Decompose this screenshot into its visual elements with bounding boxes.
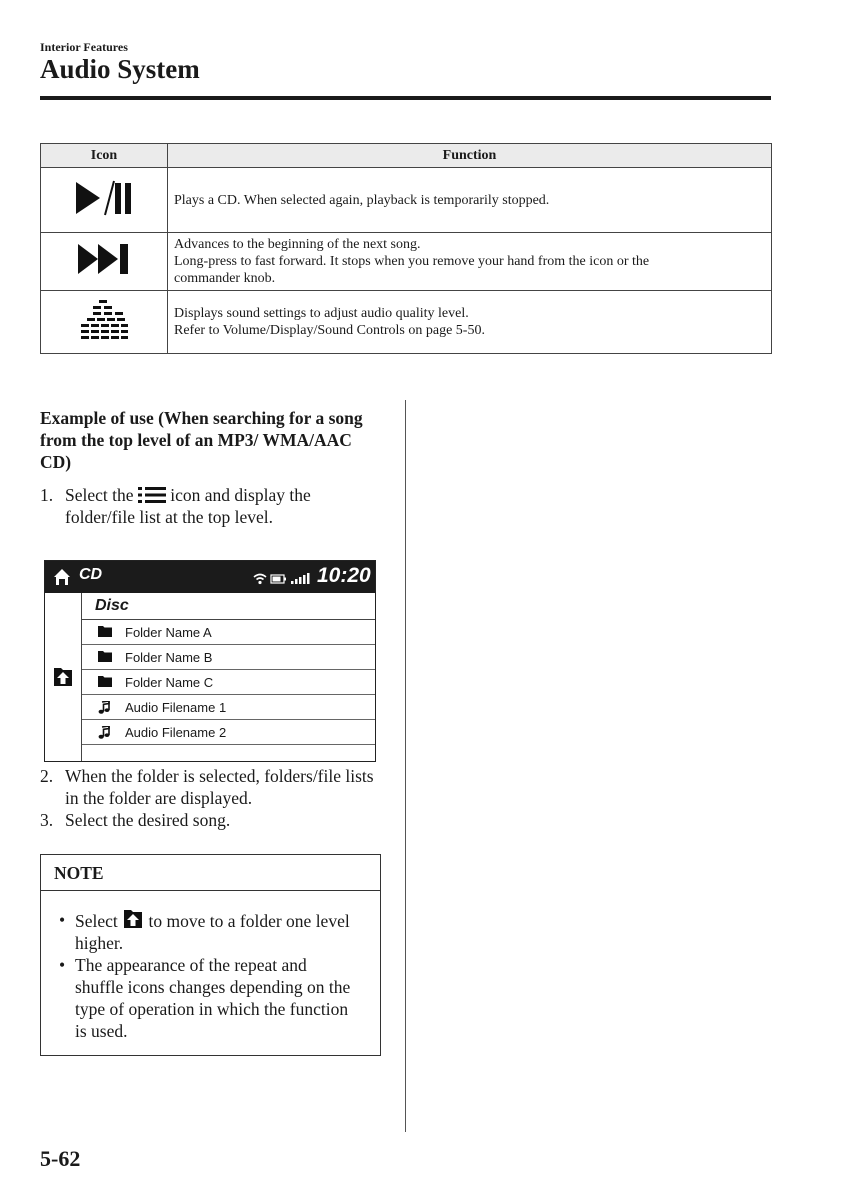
note-box bbox=[40, 854, 381, 1056]
screen-left-panel bbox=[45, 593, 82, 761]
step-text bbox=[40, 484, 385, 528]
icon-function-table bbox=[40, 143, 772, 354]
screen-clock: 10:20 bbox=[317, 564, 371, 587]
table-row bbox=[41, 168, 772, 233]
list-item-name: Folder Name B bbox=[125, 650, 213, 665]
home-icon[interactable] bbox=[53, 568, 71, 586]
table-row bbox=[41, 291, 772, 354]
function-text: commander knob. bbox=[174, 271, 276, 286]
screen-header bbox=[45, 561, 375, 593]
sound-settings-icon bbox=[79, 298, 129, 342]
note-item bbox=[55, 909, 355, 954]
bullet: • bbox=[59, 955, 66, 975]
signal-icon bbox=[291, 573, 310, 584]
disc-row bbox=[82, 593, 375, 620]
table-header-function: Function bbox=[168, 144, 772, 168]
battery-icon bbox=[271, 575, 286, 583]
function-text: Long-press to fast forward. It stops when you remove your hand from the icon or the bbox=[174, 254, 650, 269]
list-item[interactable] bbox=[82, 620, 375, 645]
icon-cell bbox=[41, 233, 168, 291]
note-list bbox=[41, 891, 380, 1042]
table-row bbox=[41, 233, 772, 291]
note-text: The appearance of the repeat and shuffle icons changes depending on the type of operation in which the function is used. bbox=[75, 955, 351, 1041]
step-text-after: icon and display the folder/file list at the top level. bbox=[65, 485, 311, 527]
step-text: When the folder is selected, folders/file lists in the folder are displayed. bbox=[65, 766, 374, 808]
step-1 bbox=[40, 484, 385, 528]
folder-icon bbox=[98, 651, 112, 662]
section-label: Interior Features bbox=[40, 40, 128, 54]
icon-cell bbox=[41, 291, 168, 354]
step-number: 2. bbox=[40, 766, 54, 786]
folder-icon bbox=[98, 676, 112, 687]
step-text: Select the desired song. bbox=[65, 810, 231, 830]
list-item-name: Folder Name C bbox=[125, 675, 214, 690]
wifi-icon bbox=[254, 575, 266, 580]
function-text: Refer to Volume/Display/Sound Controls on page 5-50. bbox=[174, 323, 485, 338]
title-rule bbox=[40, 96, 771, 100]
music-note-icon bbox=[98, 701, 110, 714]
note-item bbox=[55, 954, 355, 1042]
play-pause-icon bbox=[74, 180, 134, 216]
step-3 bbox=[40, 809, 385, 831]
list-item[interactable] bbox=[82, 645, 375, 670]
note-text-before: Select bbox=[75, 911, 118, 931]
music-note-icon bbox=[98, 726, 110, 739]
fast-forward-icon bbox=[76, 241, 132, 277]
step-number: 1. bbox=[40, 485, 54, 505]
icon-cell bbox=[41, 168, 168, 233]
list-item[interactable] bbox=[82, 670, 375, 695]
page-title: Audio System bbox=[40, 54, 200, 84]
disc-label: Disc bbox=[95, 597, 129, 614]
list-icon bbox=[138, 486, 166, 504]
folder-icon bbox=[98, 626, 112, 637]
function-cell bbox=[168, 291, 772, 354]
function-text: Displays sound settings to adjust audio quality level. bbox=[174, 306, 469, 321]
function-cell bbox=[168, 233, 772, 291]
screen-source: CD bbox=[79, 566, 103, 583]
function-text: Plays a CD. When selected again, playback is temporarily stopped. bbox=[174, 192, 550, 208]
list-item-name: Audio Filename 2 bbox=[125, 725, 227, 740]
status-icons bbox=[253, 573, 313, 585]
list-item-name: Audio Filename 1 bbox=[125, 700, 227, 715]
note-title: NOTE bbox=[41, 855, 380, 891]
list-item-name: Folder Name A bbox=[125, 625, 212, 640]
page-number: 5-62 bbox=[40, 1146, 81, 1171]
folder-up-icon bbox=[122, 909, 144, 929]
step-text-before: Select the bbox=[65, 485, 134, 505]
column-divider bbox=[405, 400, 406, 1132]
list-item[interactable] bbox=[82, 720, 375, 745]
function-cell bbox=[168, 168, 772, 233]
bullet: • bbox=[59, 910, 66, 930]
note-text-after: to move to a folder one level higher. bbox=[75, 911, 350, 953]
folder-up-icon[interactable] bbox=[53, 667, 73, 687]
table-header-icon: Icon bbox=[41, 144, 168, 168]
step-2 bbox=[40, 765, 385, 809]
list-item[interactable] bbox=[82, 695, 375, 720]
display-screen bbox=[44, 560, 376, 762]
step-number: 3. bbox=[40, 810, 54, 830]
function-text: Advances to the beginning of the next song. bbox=[174, 237, 421, 252]
example-heading: Example of use (When searching for a song from the top level of an MP3/ WMA/AAC CD) bbox=[40, 408, 363, 472]
